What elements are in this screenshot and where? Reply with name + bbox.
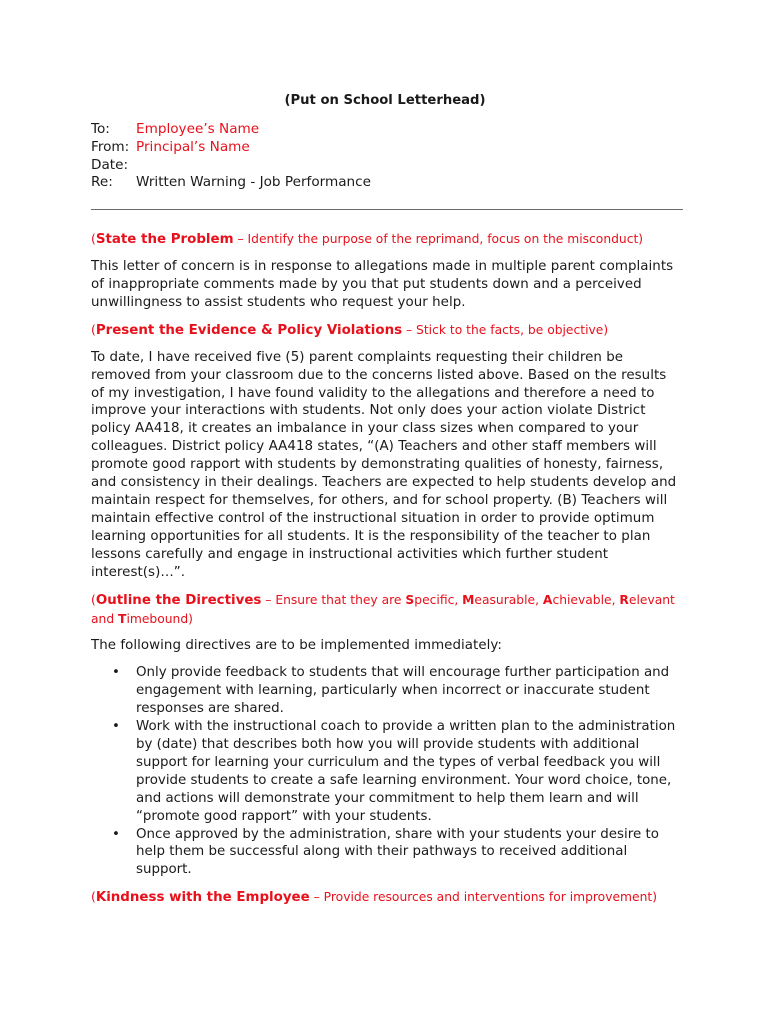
bullet-icon: • — [112, 665, 120, 681]
to-row — [91, 121, 371, 139]
bullet-icon: • — [112, 826, 120, 842]
problem-title: State the Problem — [95, 232, 234, 247]
list-item — [91, 664, 681, 718]
from-label: From: — [91, 138, 130, 155]
memo-header — [91, 121, 371, 192]
re-row — [91, 174, 371, 192]
directives-list — [91, 664, 681, 879]
evidence-note: – Stick to the facts, be objective) — [402, 322, 609, 337]
problem-open-paren: ( — [91, 232, 96, 246]
from-value: Principal’s Name — [136, 138, 250, 155]
from-row — [91, 139, 371, 157]
smart-m: M — [462, 592, 475, 607]
evidence-title: Present the Evidence & Policy Violations — [95, 322, 403, 338]
list-item — [91, 826, 681, 880]
re-label: Re: — [91, 174, 113, 191]
directives-title: Outline the Directives — [95, 592, 262, 608]
directives-open-paren: ( — [91, 592, 96, 607]
problem-paragraph: This letter of concern is in response to allegations made in multiple parent complaints of inappropriate comments made by you that put students down and a perceived unwillingness to assist students who request your help. — [91, 259, 674, 310]
problem-heading — [91, 230, 681, 249]
smart-t-rest: imebound) — [126, 611, 193, 626]
evidence-paragraph: To date, I have received five (5) parent complaints requesting their children be removed from your classroom due to the concerns listed above. Based on the results of my investigation, I have found validity to the allegations and therefore a need to improve your interactions with students. Not only does your action violate District policy AA418, it creates an imbalance in your class sizes when compared to your colleagues. District policy AA418 states, “(A) Teachers and other staff members will promote good rapport with students by demonstrating qualities of honesty, fairness, and consistency in their dealings. Teachers are expected to help students develop and maintain respect for themselves, for others, and for school property. (B) Teachers will maintain effective control of the instructional situation in order to provide optimum learning opportunities for all students. It is the responsibility of the teacher to plan lessons carefully and engage in instructional activities which further student interest(s)…”. — [91, 349, 677, 580]
directive-text: Work with the instructional coach to provide a written plan to the administration by (date) that describes both how you will provide students with additional support for learning your curriculum and the types of verbal feedback you will provide students to create a safe learning environment. Your word choice, tone, and actions will demonstrate your commitment to help them learn and will “promote good rapport” with your students. — [136, 719, 676, 824]
directives-heading — [91, 591, 681, 628]
kindness-note: – Provide resources and interventions for improvement) — [309, 890, 657, 905]
to-label: To: — [91, 121, 110, 137]
smart-t: T — [118, 611, 127, 626]
smart-s: S — [405, 592, 415, 607]
to-value: Employee’s Name — [136, 121, 260, 137]
smart-s-rest: pecific, — [414, 592, 463, 607]
directives-note-prefix: – Ensure that they are — [261, 592, 406, 607]
date-label: Date: — [91, 156, 129, 173]
header-divider — [91, 209, 683, 210]
bullet-icon: • — [112, 719, 120, 735]
kindness-heading — [91, 888, 681, 907]
evidence-open-paren: ( — [91, 322, 96, 337]
kindness-open-paren: ( — [91, 890, 96, 905]
re-value: Written Warning - Job Performance — [136, 174, 372, 191]
directives-intro: The following directives are to be implemented immediately: — [91, 637, 502, 653]
smart-r-rest: elevant and — [91, 592, 675, 626]
list-item — [91, 718, 681, 825]
letter-body — [91, 230, 681, 907]
evidence-heading — [91, 321, 681, 340]
letterhead-placeholder: (Put on School Letterhead) — [284, 93, 486, 108]
smart-r: R — [619, 592, 629, 607]
smart-a-rest: chievable, — [552, 592, 620, 607]
smart-a: A — [542, 592, 553, 607]
kindness-title: Kindness with the Employee — [95, 890, 310, 906]
date-row — [91, 157, 371, 175]
directive-text: Once approved by the administration, share with your students your desire to help them be successful along with their pathways to received additional support. — [136, 826, 659, 878]
smart-m-rest: easurable, — [474, 592, 543, 607]
problem-note: – Identify the purpose of the reprimand, focus on the misconduct) — [233, 232, 644, 246]
directive-text: Only provide feedback to students that will encourage further participation and engagement with learning, particularly when incorrect or inaccurate student responses are shared. — [136, 665, 670, 717]
